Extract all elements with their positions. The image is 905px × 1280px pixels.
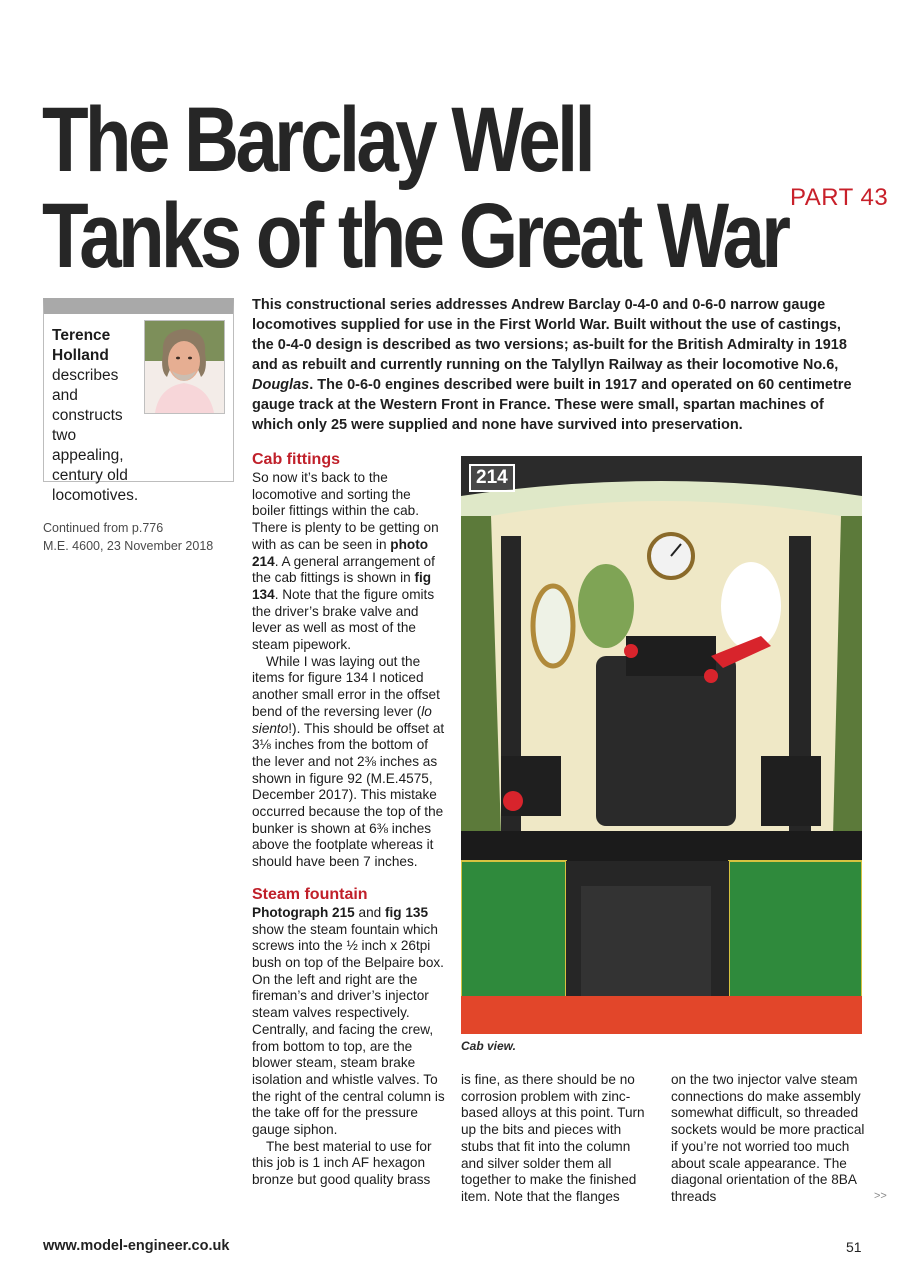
paragraph: The best material to use for this job is 1 inch AF hexagon bronze but good quality brass bbox=[252, 1138, 432, 1188]
continued-line-1: Continued from p.776 bbox=[43, 521, 164, 535]
title-line-2: Tanks of the Great War bbox=[42, 185, 788, 287]
continued-note bbox=[43, 519, 213, 555]
part-label: PART 43 bbox=[790, 184, 889, 211]
text-run: So now it’s back to the locomotive and sorting the boiler fittings within the cab. There is plenty to be getting on with as can be seen in bbox=[252, 470, 439, 552]
photo-214 bbox=[461, 456, 862, 1034]
photo-reference: photo 214 bbox=[252, 536, 429, 569]
cab-photo-image bbox=[461, 456, 862, 1034]
text-run: !). This should be offset at 3⅛ inches from the bottom of the lever and not 2⅜ inches as shown in figure 92 (M.E.4575, December 2017). This mistake occurred because the top of the bunker is shown at 6⅜ inches above the footplate whereas it should have been 7 inches. bbox=[252, 720, 445, 870]
column-1 bbox=[252, 450, 447, 1189]
column-3: on the two injector valve steam connections do make assembly somewhat difficult, so threaded sockets would be more practical if you’re not worried too much about scale appearance. The diagonal orientation of the 8BA threads bbox=[671, 1072, 865, 1204]
italic-text: lo siento bbox=[252, 703, 432, 736]
author-name-last: Holland bbox=[52, 347, 109, 364]
text-run: and bbox=[354, 904, 385, 920]
column-2: is fine, as there should be no corrosion problem with zinc-based alloys at this point. Turn up the bits and pieces with stubs that fit into the column and silver solder them all together to make the finished item. Note that the flanges bbox=[461, 1072, 645, 1204]
photo-number-badge: 214 bbox=[469, 464, 515, 492]
intro-text-after: . The 0-6-0 engines described were built in 1917 and operated on 60 centimetre gauge track at the Western Front in France. These were small, spartan machines of which only 25 were supplied and none have survived into preservation. bbox=[252, 377, 852, 433]
footer-website[interactable]: www.model-engineer.co.uk bbox=[43, 1238, 230, 1254]
author-box bbox=[43, 298, 234, 504]
paragraph bbox=[252, 905, 447, 1139]
paragraph bbox=[252, 654, 447, 871]
author-byline bbox=[52, 326, 228, 506]
article-title bbox=[42, 89, 788, 287]
photo-reference: Photograph 215 bbox=[252, 904, 355, 920]
photo-caption: Cab view. bbox=[461, 1039, 516, 1053]
title-line-1: The Barclay Well bbox=[42, 89, 592, 191]
page-number: 51 bbox=[846, 1239, 862, 1255]
intro-text-before: This constructional series addresses Andrew Barclay 0-4-0 and 0-6-0 narrow gauge locomotives supplied for use in the First World War. Built without the use of castings, the 0-4-0 design is described as two versions; as-built for the British Admiralty in 1918 and as rebuilt and currently running on the Talyllyn Railway as their locomotive No.6, bbox=[252, 297, 847, 373]
text-run: . Note that the figure omits the driver’s brake valve and lever as well as most of the steam pipework. bbox=[252, 586, 435, 653]
text-run: . A general arrangement of the cab fittings is shown in bbox=[252, 553, 435, 586]
author-description: describes and constructs two appealing, century old locomotives. bbox=[52, 367, 139, 504]
continued-line-2: M.E. 4600, 23 November 2018 bbox=[43, 539, 214, 553]
figure-reference: fig 135 bbox=[384, 904, 429, 920]
section-heading-cab-fittings: Cab fittings bbox=[252, 451, 340, 468]
intro-paragraph bbox=[252, 295, 852, 435]
author-name-first: Terence bbox=[52, 327, 111, 344]
continued-arrow-icon: >> bbox=[874, 1190, 887, 1202]
figure-reference: fig 134 bbox=[252, 570, 432, 602]
text-run: While I was laying out the items for figure 134 I noticed another small error in the offset bend of the reversing lever ( bbox=[252, 653, 440, 719]
paragraph bbox=[252, 470, 447, 654]
intro-loco-name: Douglas bbox=[252, 377, 310, 393]
section-heading-steam-fountain: Steam fountain bbox=[252, 885, 368, 903]
text-run: show the steam fountain which screws into the ½ inch x 26tpi bush on top of the Belpaire box. On the left and right are the fireman’s and driver’s injector steam valves respectively. Centrally, and facing the crew, from bottom to top, are the blower steam, steam brake isolation and whistle valves. To the right of the central column is the take off for the pressure gauge siphon. bbox=[252, 921, 445, 1138]
